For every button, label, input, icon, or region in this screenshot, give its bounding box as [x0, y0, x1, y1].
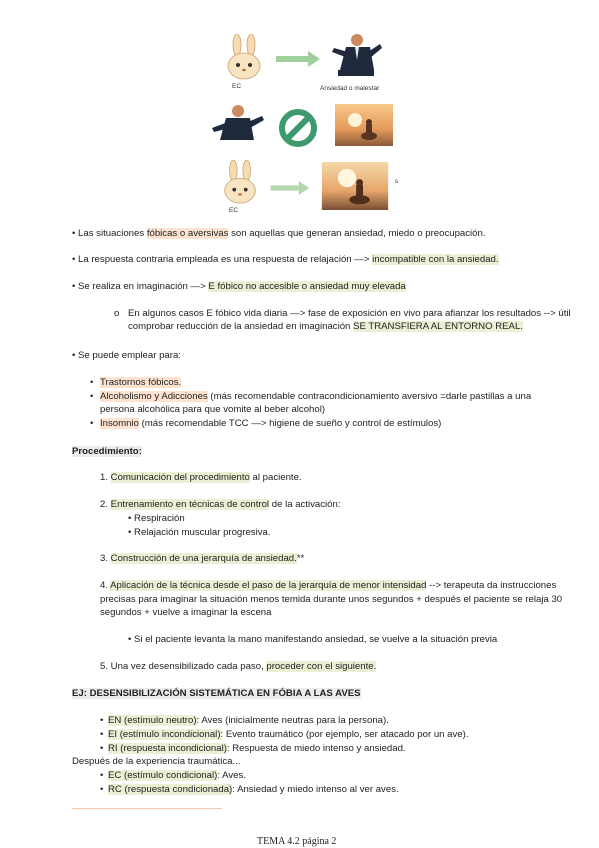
- uses-item-phobic: [100, 377, 181, 389]
- example-item-ec: [108, 770, 246, 782]
- uses-item-alcohol-line-2: persona alcohólica para que vomite al beber alcohol): [100, 404, 326, 415]
- example-item-en: [108, 715, 389, 727]
- example-item-ei: [108, 729, 468, 741]
- sub-bullet-line-1: En algunos casos E fóbico vida diaria —> fase de exposición en vivo para afianzar los resultados --> útil: [128, 308, 571, 319]
- uses-bullet: •: [90, 418, 94, 429]
- bunny-icon-2: [220, 160, 260, 204]
- bunny-icon: [224, 34, 264, 80]
- highlight-ec: EC (estímulo condicional): [108, 770, 218, 781]
- section-divider: [72, 808, 222, 809]
- highlight-en: EN (estímulo neutro): [108, 715, 197, 726]
- example-title: [72, 688, 361, 700]
- bullet-text: • Se realiza en imaginación —>: [72, 281, 209, 292]
- highlight-phobic-disorders: Trastornos fóbicos.: [100, 377, 182, 388]
- page-footer: TEMA 4.2 página 2: [257, 836, 337, 847]
- arrow-right-icon-2: [270, 181, 310, 195]
- step-number: 4.: [100, 580, 111, 591]
- uses-bullet: •: [90, 391, 94, 402]
- procedure-title: [72, 446, 142, 458]
- step-number: 1.: [100, 472, 111, 483]
- sub-bullet-marker: o: [114, 308, 120, 319]
- procedure-step-2-sub-2: • Relajación muscular progresiva.: [128, 527, 271, 538]
- example-bullet: •: [100, 729, 104, 740]
- example-bullet: •: [100, 784, 104, 795]
- procedure-step-4-sub: • Si el paciente levanta la mano manifestando ansiedad, se vuelve a la situación previa: [128, 634, 498, 645]
- highlight-application: Aplicación de la técnica desde el paso de la jerarquía de menor intensidad: [110, 580, 427, 591]
- example-bullet: •: [100, 743, 104, 754]
- uses-bullet: •: [90, 377, 94, 388]
- procedure-step-4: [100, 580, 556, 592]
- sub-bullet-text: comprobar reducción de la ansiedad en imaginación: [128, 321, 354, 332]
- procedure-step-1: [100, 472, 302, 484]
- highlight-phobic: fóbicas o aversivas: [146, 228, 229, 239]
- highlight-hierarchy: Construcción de una jerarquía de ansiedad.: [110, 553, 297, 564]
- anxious-man-image-2: [208, 102, 264, 144]
- highlight-ei: EI (estímulo incondicional): [108, 729, 221, 740]
- procedure-step-4-line-2: precisas para imaginar la situación menos temida durante unos segundos + después el paciente se relaja 30: [100, 594, 563, 605]
- highlight-control-training: Entrenamiento en técnicas de control: [110, 499, 270, 510]
- bullet-text: • Las situaciones: [72, 228, 147, 239]
- figure-label-ec: EC: [232, 83, 242, 90]
- example-text: : Aves (inicialmente neutras para la persona).: [196, 715, 389, 726]
- procedure-step-5: [100, 661, 376, 673]
- example-item-ri: [108, 743, 406, 755]
- highlight-rc: RC (respuesta condicionada): [108, 784, 233, 795]
- bullet-imagination: [72, 281, 406, 293]
- example-text: : Respuesta de miedo intenso y ansiedad.: [226, 743, 406, 754]
- example-item-rc: [108, 784, 399, 796]
- procedure-step-2-sub-1: • Respiración: [128, 513, 185, 524]
- bullet-contrary-response: [72, 254, 499, 266]
- step-text: al paciente.: [249, 472, 302, 483]
- uses-intro: • Se puede emplear para:: [72, 350, 181, 361]
- example-text: : Evento traumático (por ejemplo, ser atacado por un ave).: [220, 729, 469, 740]
- example-title-text: EJ: DESENSIBILIZACIÓN SISTEMÁTICA EN FÓBIA A LAS AVES: [72, 688, 361, 699]
- highlight-ri: RI (respuesta incondicional): [108, 743, 227, 754]
- procedure-step-2: [100, 499, 341, 511]
- meditation-image: [335, 104, 393, 146]
- highlight-communication: Comunicación del procedimiento: [110, 472, 250, 483]
- highlight-alcoholism: Alcoholismo y Adicciones: [100, 391, 208, 402]
- bullet-text: • La respuesta contraria empleada es una respuesta de relajación —>: [72, 254, 373, 265]
- prohibited-icon: [278, 108, 318, 148]
- example-bullet: •: [100, 770, 104, 781]
- example-after-trauma: Después de la experiencia traumática...: [72, 756, 241, 767]
- uses-item-alcohol: [100, 391, 531, 403]
- step-text: --> terapeuta da instrucciones: [426, 580, 557, 591]
- procedure-step-3: [100, 553, 304, 565]
- highlight-insomnia: Insomnio: [100, 418, 139, 429]
- example-bullet: •: [100, 715, 104, 726]
- step-text: 5. Una vez desensibilizado cada paso,: [100, 661, 267, 672]
- highlight-incompatible: incompatible con la ansiedad.: [372, 254, 499, 265]
- anxious-man-image: [326, 30, 384, 80]
- figure-side-mark: s: [395, 178, 399, 185]
- procedure-title-text: Procedimiento:: [72, 446, 142, 457]
- sub-bullet-line-2: [128, 321, 523, 333]
- figure-label-ec-2: EC: [229, 207, 239, 214]
- bullet-phobic-situations: [72, 228, 486, 240]
- uses-item-insomnia: [100, 418, 441, 430]
- arrow-right-icon: [276, 51, 320, 67]
- step-text: de la activación:: [269, 499, 341, 510]
- uses-text: (más recomendable contracondicionamiento aversivo =darle pastillas a una: [207, 391, 532, 402]
- uses-text: (más recomendable TCC —> higiene de sueño y control de estímulos): [138, 418, 442, 429]
- figure-label-anxiety: Ansiedad o malestar: [320, 85, 380, 92]
- highlight-next-step: proceder con el siguiente.: [266, 661, 377, 672]
- highlight-transfer: SE TRANSFIERA AL ENTORNO REAL.: [353, 321, 523, 332]
- bullet-text: son aquellas que generan ansiedad, miedo o preocupación.: [228, 228, 486, 239]
- procedure-step-4-line-3: segundos + vuelve a imaginar la escena: [100, 607, 272, 618]
- meditation-image-2: [320, 162, 390, 210]
- example-text: : Aves.: [217, 770, 246, 781]
- step-text: **: [296, 553, 305, 564]
- step-number: 3.: [100, 553, 111, 564]
- step-number: 2.: [100, 499, 111, 510]
- example-text: : Ansiedad y miedo intenso al ver aves.: [232, 784, 399, 795]
- highlight-not-accessible: E fóbico no accesible o ansiedad muy elevada: [208, 281, 406, 292]
